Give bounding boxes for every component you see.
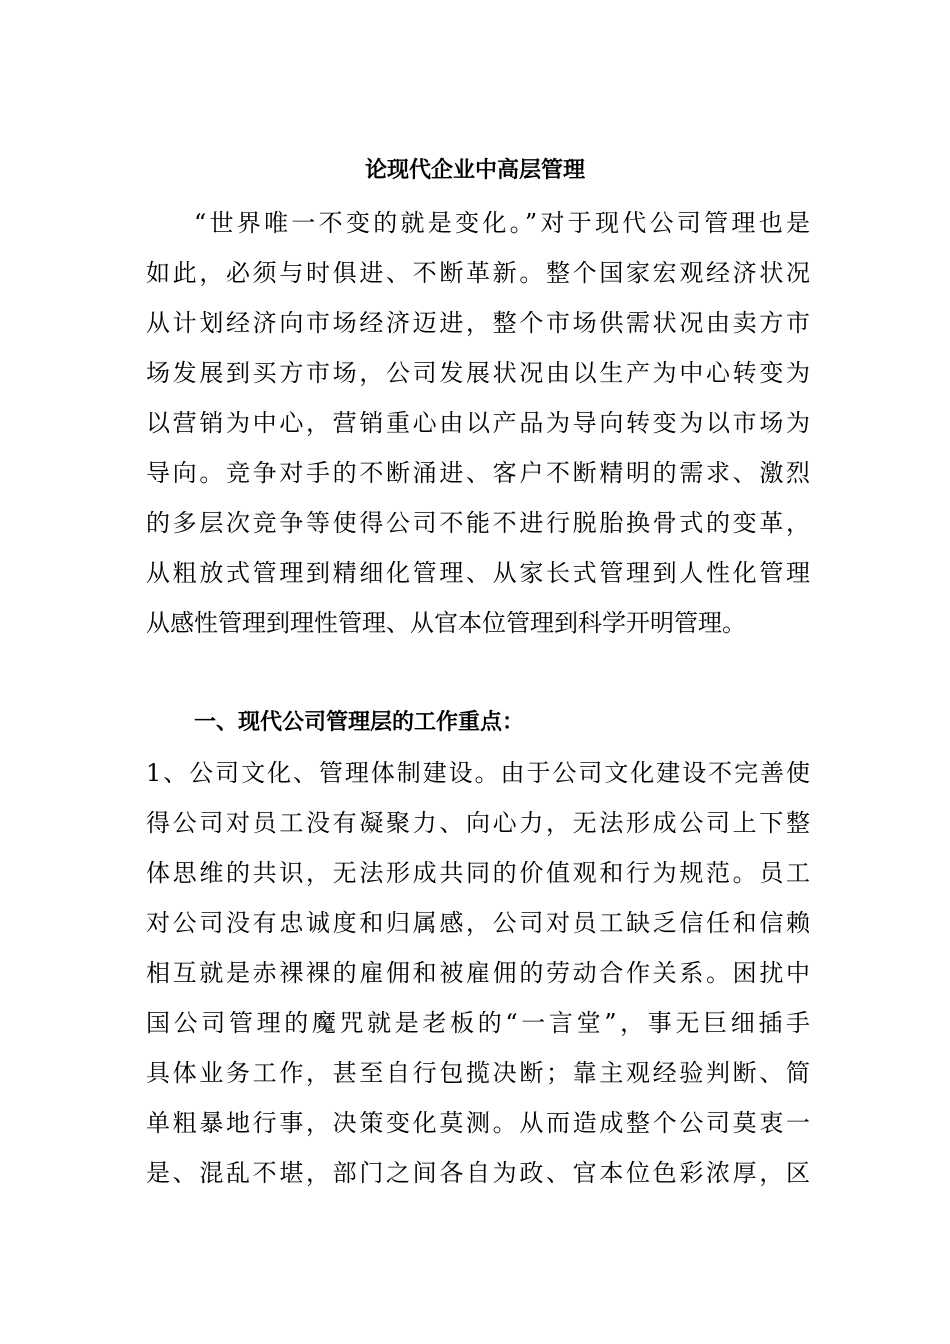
section-line-5: 相互就是赤裸裸的雇佣和被雇佣的劳动合作关系。困扰中 — [146, 959, 810, 987]
intro-line-9: 从感性管理到理性管理、从官本位管理到科学开明管理。 — [146, 609, 746, 637]
intro-line-5: 以营销为中心，营销重心由以产品为导向转变为以市场为 — [146, 409, 810, 437]
intro-line-1: “世界唯一不变的就是变化。”对于现代公司管理也是 — [194, 209, 810, 237]
section-line-6: 国公司管理的魔咒就是老板的“一言堂”，事无巨细插手 — [146, 1009, 810, 1037]
section-line-4: 对公司没有忠诚度和归属感，公司对员工缺乏信任和信赖 — [146, 909, 810, 937]
intro-line-7: 的多层次竞争等使得公司不能不进行脱胎换骨式的变革， — [146, 509, 810, 537]
section-line-1: 1、公司文化、管理体制建设。由于公司文化建设不完善使 — [146, 759, 810, 787]
section-line-7: 具体业务工作，甚至自行包揽决断；靠主观经验判断、简 — [146, 1059, 810, 1087]
intro-line-4: 场发展到买方市场，公司发展状况由以生产为中心转变为 — [146, 359, 810, 387]
section-line-8: 单粗暴地行事，决策变化莫测。从而造成整个公司莫衷一 — [146, 1109, 810, 1137]
intro-line-3: 从计划经济向市场经济迈进，整个市场供需状况由卖方市 — [146, 309, 810, 337]
section-line-9: 是、混乱不堪，部门之间各自为政、官本位色彩浓厚，区 — [146, 1159, 810, 1187]
section-line-2: 得公司对员工没有凝聚力、向心力，无法形成公司上下整 — [146, 809, 810, 837]
intro-line-2: 如此，必须与时俱进、不断革新。整个国家宏观经济状况 — [146, 259, 810, 287]
section-heading: 一、现代公司管理层的工作重点： — [194, 710, 525, 735]
intro-line-8: 从粗放式管理到精细化管理、从家长式管理到人性化管理 — [146, 559, 810, 587]
intro-line-6: 导向。竞争对手的不断涌进、客户不断精明的需求、激烈 — [146, 459, 810, 487]
document-title: 论现代企业中高层管理 — [364, 158, 585, 183]
section-line-3: 体思维的共识，无法形成共同的价值观和行为规范。员工 — [146, 859, 810, 887]
